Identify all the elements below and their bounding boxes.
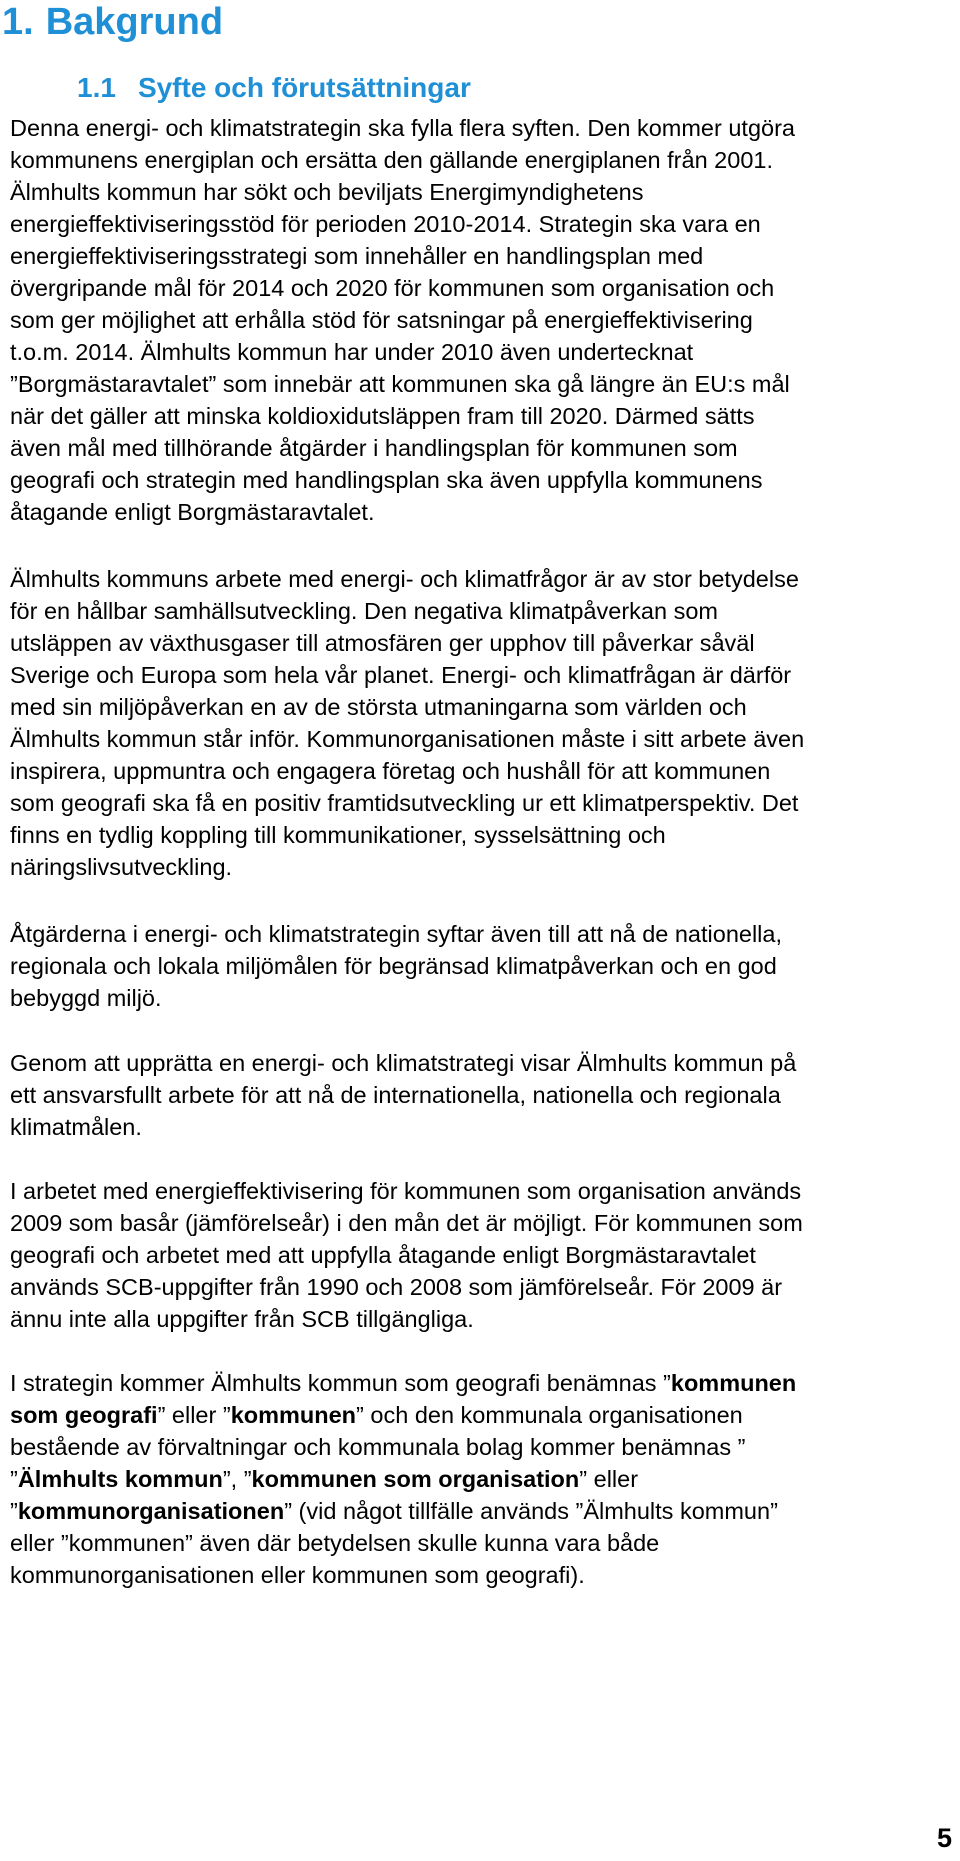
- paragraph-strategy: [10, 1047, 955, 1143]
- heading-1-text: Bakgrund: [45, 1, 224, 43]
- text-line: 2009 som basår (jämförelseår) i den mån det är möjligt. För kommunen som: [10, 1210, 803, 1236]
- heading-2-text: Syfte och förutsättningar: [137, 72, 471, 103]
- heading-1: [2, 0, 223, 44]
- text-line: geografi och arbetet med att uppfylla åtagande enligt Borgmästaravtalet: [10, 1242, 756, 1268]
- text-line: regionala och lokala miljömålen för begränsad klimatpåverkan och en god: [10, 953, 777, 979]
- text-line: Genom att upprätta en energi- och klimatstrategi visar Älmhults kommun på: [10, 1050, 797, 1076]
- text-run: ”: [10, 1498, 18, 1524]
- text-line: [10, 1463, 955, 1495]
- text-line: finns en tydlig koppling till kommunikationer, sysselsättning och: [10, 822, 666, 848]
- text-line: geografi och strategin med handlingsplan ska även uppfylla kommunens: [10, 467, 763, 493]
- text-line: t.o.m. 2014. Älmhults kommun har under 2010 även undertecknat: [10, 339, 694, 365]
- paragraph-base-year: [10, 1175, 955, 1335]
- text-line: Åtgärderna i energi- och klimatstrategin syftar även till att nå de nationella,: [10, 921, 783, 947]
- text-line: energieffektiviseringsstrategi som innehåller en handlingsplan med: [10, 243, 704, 269]
- text-line: Älmhults kommun står inför. Kommunorganisationen måste i sitt arbete även: [10, 726, 805, 752]
- heading-2-number: 1.1: [77, 72, 116, 103]
- text-line: [10, 1495, 955, 1527]
- text-line: Älmhults kommuns arbete med energi- och klimatfrågor är av stor betydelse: [10, 566, 799, 592]
- paragraph-definitions: [10, 1367, 955, 1591]
- text-line: ”Borgmästaravtalet” som innebär att kommunen ska gå längre än EU:s mål: [10, 371, 790, 397]
- text-line: utsläppen av växthusgaser till atmosfären ger upphov till påverkar såväl: [10, 630, 755, 656]
- paragraph-measures: [10, 918, 955, 1014]
- paragraph-purpose: [10, 112, 955, 528]
- term-bold: kommunen: [670, 1370, 797, 1396]
- text-line: som geografi ska få en positiv framtidsutveckling ur ett klimatperspektiv. Det: [10, 790, 799, 816]
- text-line: kommunens energiplan och ersätta den gällande energiplanen från 2001.: [10, 147, 773, 173]
- text-line: bestående av förvaltningar och kommunala bolag kommer benämnas ”: [10, 1434, 746, 1460]
- page-number: 5: [936, 1823, 952, 1853]
- text-run: ”: [10, 1466, 18, 1492]
- text-line: används SCB-uppgifter från 1990 och 2008 som jämförelseår. För 2009 är: [10, 1274, 783, 1300]
- term-bold: kommunorganisationen: [17, 1498, 285, 1524]
- text-line: [10, 1399, 955, 1431]
- text-line: även mål med tillhörande åtgärder i handlingsplan för kommunen som: [10, 435, 738, 461]
- text-line: Denna energi- och klimatstrategin ska fylla flera syften. Den kommer utgöra: [10, 115, 795, 141]
- paragraph-importance: [10, 563, 955, 883]
- heading-1-number: 1.: [2, 1, 34, 43]
- text-line: med sin miljöpåverkan en av de största utmaningarna som världen och: [10, 694, 747, 720]
- term-bold: kommunen som organisation: [251, 1466, 580, 1492]
- text-run: I strategin kommer Älmhults kommun som geografi benämnas ”: [10, 1370, 671, 1396]
- term-bold: Älmhults kommun: [17, 1466, 223, 1492]
- text-line: I arbetet med energieffektivisering för kommunen som organisation används: [10, 1178, 802, 1204]
- text-line: för en hållbar samhällsutveckling. Den negativa klimatpåverkan som: [10, 598, 718, 624]
- text-line: ännu inte alla uppgifter från SCB tillgängliga.: [10, 1306, 474, 1332]
- heading-2: [77, 70, 471, 106]
- text-line: näringslivsutveckling.: [10, 854, 233, 880]
- term-bold: kommunen: [230, 1402, 357, 1428]
- text-run: ” (vid något tillfälle används ”Älmhults kommun”: [284, 1498, 778, 1524]
- text-line: åtagande enligt Borgmästaravtalet.: [10, 499, 375, 525]
- text-line: övergripande mål för 2014 och 2020 för kommunen som organisation och: [10, 275, 775, 301]
- text-line: som ger möjlighet att erhålla stöd för satsningar på energieffektivisering: [10, 307, 753, 333]
- text-line: bebyggd miljö.: [10, 985, 162, 1011]
- text-run: ” eller ”: [157, 1402, 231, 1428]
- text-run: ” eller: [579, 1466, 639, 1492]
- text-line: Älmhults kommun har sökt och beviljats Energimyndighetens: [10, 179, 644, 205]
- text-line: energieffektiviseringsstöd för perioden 2010-2014. Strategin ska vara en: [10, 211, 761, 237]
- text-line: kommunorganisationen eller kommunen som geografi).: [10, 1562, 585, 1588]
- text-line: inspirera, uppmuntra och engagera företag och hushåll för att kommunen: [10, 758, 771, 784]
- text-run: ”, ”: [222, 1466, 252, 1492]
- text-run: ” och den kommunala organisationen: [356, 1402, 743, 1428]
- text-line: [10, 1367, 955, 1399]
- text-line: ett ansvarsfullt arbete för att nå de internationella, nationella och regionala: [10, 1082, 781, 1108]
- text-line: klimatmålen.: [10, 1114, 142, 1140]
- term-bold: som geografi: [10, 1402, 158, 1428]
- text-line: eller ”kommunen” även där betydelsen skulle kunna vara både: [10, 1530, 660, 1556]
- text-line: när det gäller att minska koldioxidutsläppen fram till 2020. Därmed sätts: [10, 403, 755, 429]
- text-line: Sverige och Europa som hela vår planet. Energi- och klimatfrågan är därför: [10, 662, 792, 688]
